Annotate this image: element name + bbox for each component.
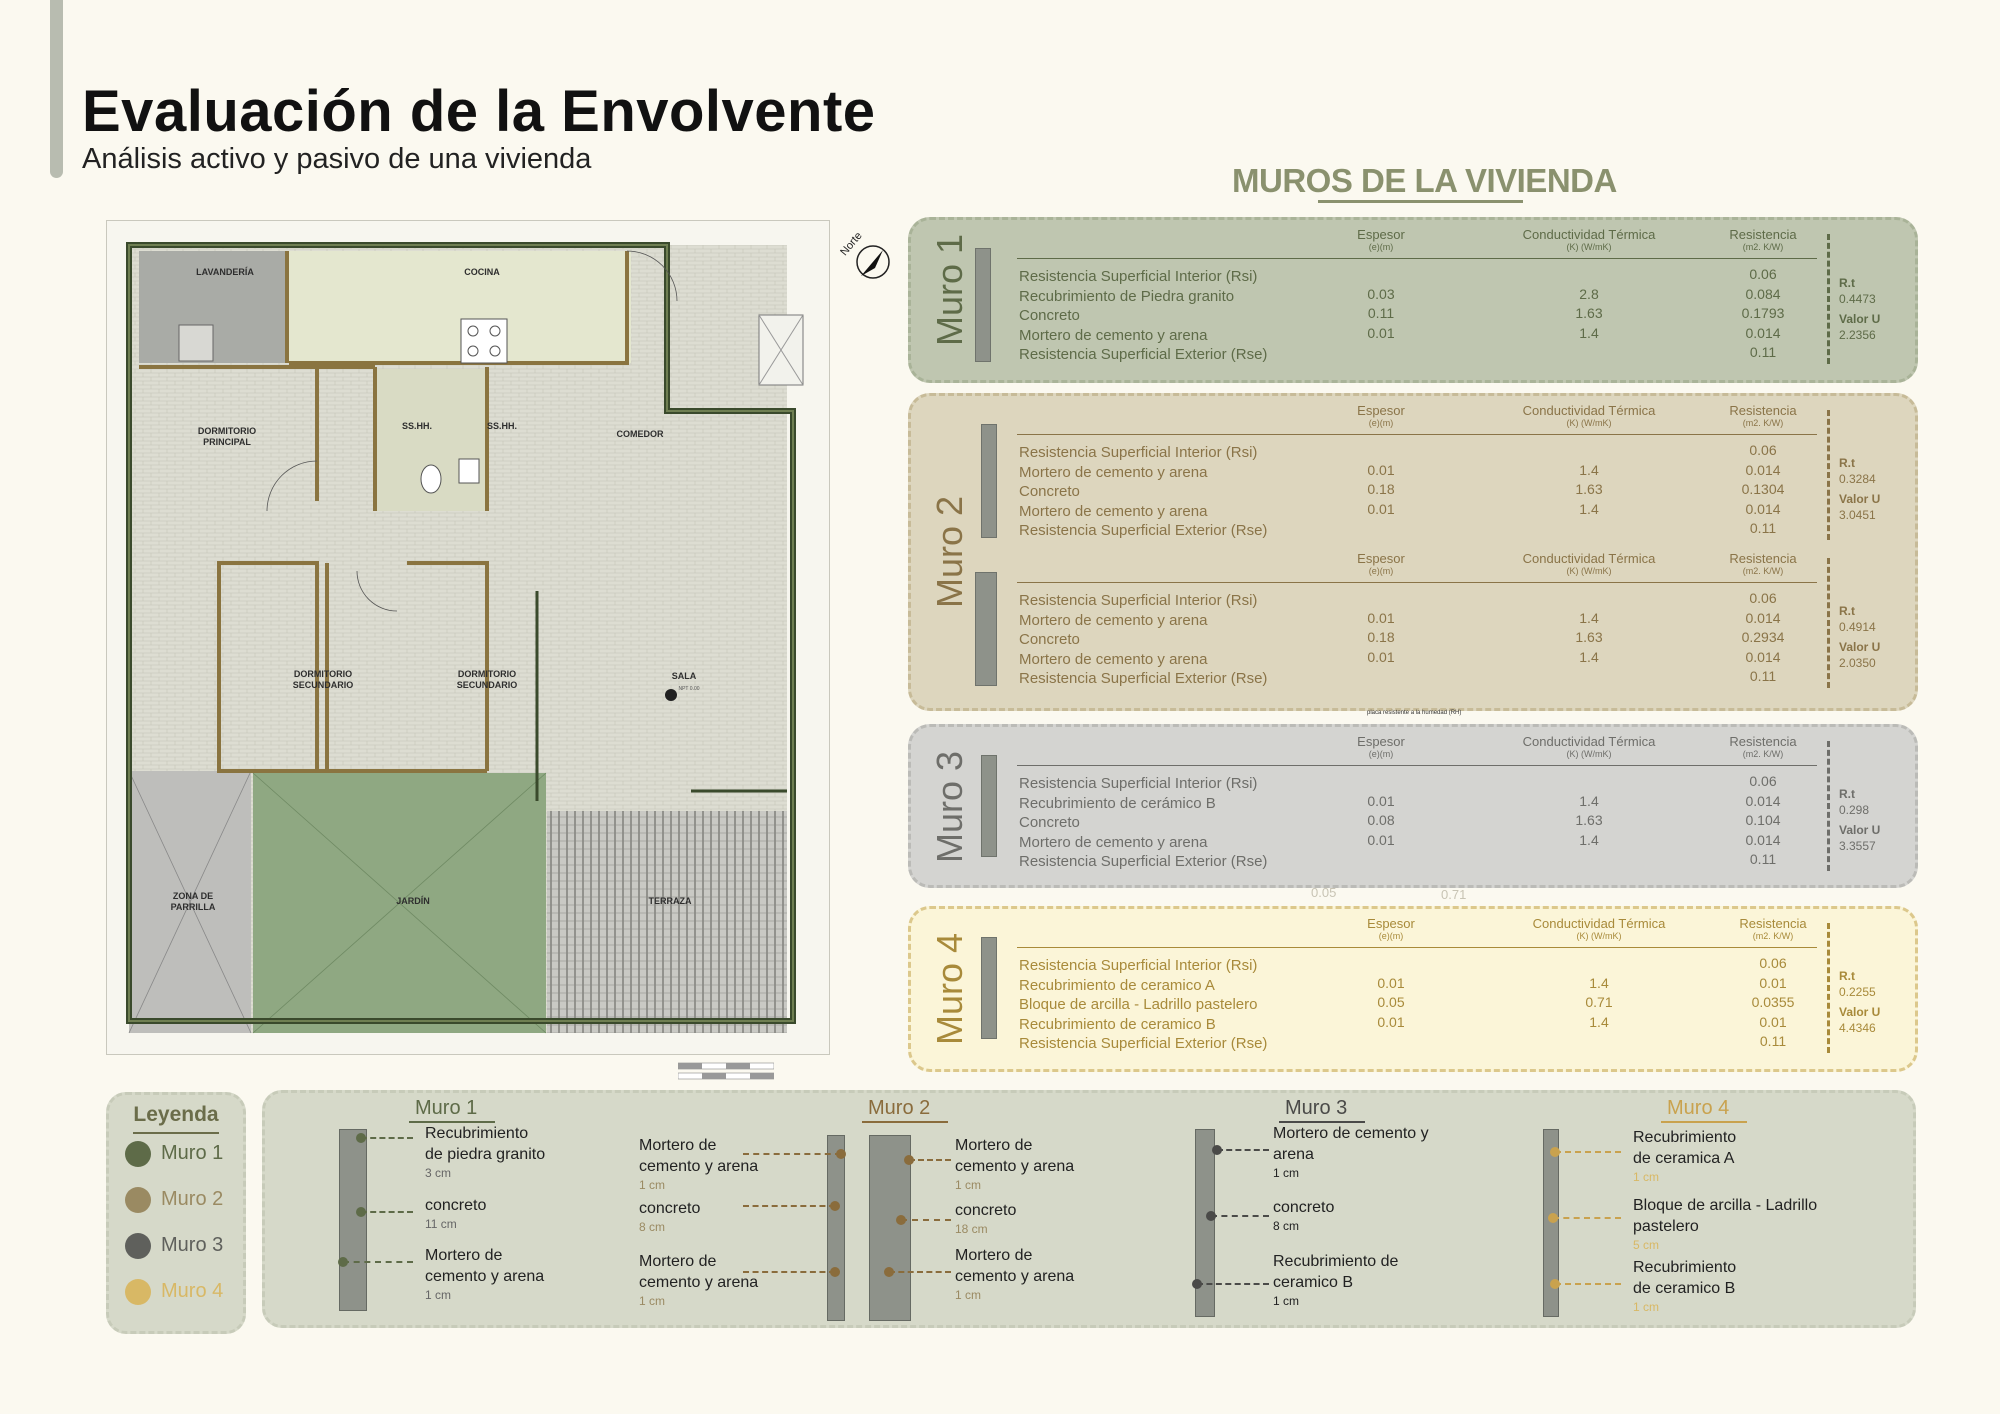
legend-swatch	[125, 1279, 151, 1305]
value-resistencia: 0.06	[1749, 266, 1777, 282]
detail-layer-thickness: 1 cm	[1273, 1166, 1300, 1180]
rt-divider	[1827, 410, 1833, 540]
legend-label: Muro 1	[161, 1142, 224, 1164]
value-conductividad: 1.63	[1575, 481, 1603, 497]
detail-layer-thickness: 1 cm	[955, 1288, 982, 1302]
legend-label: Muro 3	[161, 1234, 224, 1256]
value-conductividad: 1.4	[1589, 1013, 1609, 1030]
detail-layer-label: Mortero de cemento y arena	[425, 1247, 545, 1285]
north-arrow-icon	[835, 229, 895, 292]
value-espesor: 0.01	[1367, 792, 1395, 809]
detail-layer-label: Mortero de cemento y arena	[639, 1137, 759, 1175]
wall-card-title: Muro 1	[929, 233, 970, 346]
scale-bar	[678, 1061, 774, 1083]
rt-divider	[1827, 741, 1833, 871]
room-sshh-2: SS.HH.	[486, 421, 518, 431]
layer-label: Bloque de arcilla - Ladrillo pastelero	[1019, 996, 1258, 1013]
rt-value: 0.4914	[1839, 620, 1876, 634]
header-resistencia: Resistencia (m2. K/W)	[1739, 916, 1807, 941]
detail-leader-dot	[1550, 1147, 1560, 1157]
detail-layer-label: Mortero de cemento y arena	[955, 1247, 1075, 1285]
value-resistencia: 0.01	[1759, 974, 1787, 991]
room-sshh-1: SS.HH.	[401, 421, 433, 431]
detail-leader-dot	[830, 1201, 840, 1211]
detail-title-1: Muro 1	[415, 1097, 478, 1119]
value-espesor: 0.01	[1377, 974, 1405, 991]
detail-layer-label: Recubrimiento de ceramico B	[1273, 1253, 1399, 1291]
value-resistencia: 0.014	[1745, 461, 1781, 478]
value-conductividad: 2.8	[1579, 285, 1599, 302]
rt-label: R.t	[1839, 456, 1855, 470]
detail-layer-label: concreto	[1273, 1199, 1335, 1216]
detail-leader-dot	[836, 1149, 846, 1159]
detail-layer-thickness: 11 cm	[425, 1217, 457, 1231]
wall-details-panel	[262, 1090, 1916, 1328]
value-resistencia: 0.01	[1759, 1013, 1787, 1030]
detail-layer-thickness: 1 cm	[1633, 1300, 1660, 1314]
detail-layer-thickness: 1 cm	[425, 1288, 452, 1302]
layer-label: Resistencia Superficial Exterior (Rse)	[1019, 522, 1268, 539]
detail-layer-thickness: 1 cm	[639, 1294, 666, 1308]
header-conductividad: Conductividad Térmica (K) (W/mK)	[1522, 227, 1656, 252]
room-cocina: COCINA	[464, 267, 500, 277]
value-espesor: 0.01	[1367, 831, 1395, 848]
value-conductividad: 1.4	[1579, 831, 1599, 848]
value-resistencia: 0.014	[1745, 831, 1781, 848]
value-resistencia: 0.06	[1749, 773, 1777, 789]
value-resistencia: 0.014	[1745, 609, 1781, 626]
legend-panel	[106, 1092, 246, 1334]
north-label: Norte	[838, 229, 865, 259]
wall-card-1	[908, 217, 1918, 383]
detail-leader-dot	[1548, 1213, 1558, 1223]
header-conductividad: Conductividad Térmica (K) (W/mK)	[1522, 403, 1656, 428]
header-espesor: Espesor (e)(m)	[1357, 551, 1405, 576]
value-resistencia: 0.1793	[1741, 305, 1785, 321]
room-jardin: JARDÍN	[396, 896, 430, 906]
page-title: Evaluación de la Envolvente	[82, 79, 876, 144]
wall-card-title: Muro 3	[929, 750, 970, 863]
value-resistencia: 0.2934	[1741, 629, 1785, 645]
detail-leader-dot	[1212, 1145, 1222, 1155]
detail-leader-line	[743, 1271, 835, 1273]
detail-leader-dot	[896, 1215, 906, 1225]
detail-layer-label: Recubrimiento de ceramica A	[1633, 1129, 1737, 1167]
layer-label: Resistencia Superficial Interior (Rsi)	[1019, 268, 1258, 285]
value-espesor: 0.01	[1367, 324, 1395, 341]
value-espesor: 0.11	[1367, 305, 1395, 321]
u-value: 2.0350	[1839, 656, 1876, 670]
value-conductividad: 1.4	[1579, 792, 1599, 809]
layer-label: Resistencia Superficial Interior (Rsi)	[1019, 592, 1258, 609]
detail-leader-line	[743, 1205, 835, 1207]
rt-label: R.t	[1839, 276, 1855, 290]
wall-card-title: Muro 4	[929, 932, 970, 1045]
detail-title-underline	[1661, 1121, 1747, 1123]
header-espesor: Espesor (e)(m)	[1357, 227, 1405, 252]
detail-leader-line	[1555, 1283, 1621, 1285]
u-label: Valor U	[1839, 312, 1881, 326]
detail-layer-thickness: 3 cm	[425, 1166, 452, 1180]
value-resistencia: 0.084	[1745, 285, 1781, 302]
layer-label: Recubrimiento de ceramico B	[1019, 1015, 1216, 1033]
floor-plan-drawing	[107, 221, 829, 1054]
detail-layer-thickness: 8 cm	[1273, 1219, 1300, 1233]
header-conductividad: Conductividad Térmica (K) (W/mK)	[1522, 551, 1656, 576]
accent-bar	[50, 0, 63, 178]
header-espesor: Espesor (e)(m)	[1367, 916, 1415, 941]
layer-label: Mortero de cemento y arena	[1019, 833, 1208, 851]
detail-layer-label: Mortero de cemento y arena	[639, 1253, 759, 1291]
layer-label: Mortero de cemento y arena	[1019, 650, 1208, 668]
detail-leader-dot	[904, 1155, 914, 1165]
walls-section-title: MUROS DE LA VIVIENDA	[1232, 162, 1617, 199]
table-header-rule	[1017, 582, 1817, 583]
moisture-note: placa resistente a la humedad (RH)	[1367, 710, 1462, 716]
value-conductividad: 1.63	[1575, 305, 1603, 321]
value-conductividad: 1.4	[1579, 609, 1599, 626]
detail-layer-thickness: 8 cm	[639, 1220, 666, 1234]
level-marker: NPT 0.00	[678, 686, 700, 692]
layer-label: Resistencia Superficial Exterior (Rse)	[1019, 670, 1268, 687]
detail-leader-dot	[884, 1267, 894, 1277]
room-dormitorio-secundario-2: DORMITORIO SECUNDARIO	[456, 669, 518, 690]
value-resistencia: 0.06	[1749, 442, 1777, 458]
faded-value: 0.71	[1441, 887, 1467, 902]
detail-layer-label: Recubrimiento de piedra granito	[425, 1125, 546, 1163]
value-espesor: 0.03	[1367, 285, 1395, 302]
detail-wall-section	[827, 1135, 845, 1321]
layer-label: Resistencia Superficial Exterior (Rse)	[1019, 1035, 1268, 1052]
detail-leader-dot	[356, 1133, 366, 1143]
room-zona-parrilla: ZONA DE PARRILLA	[170, 891, 216, 912]
wall-card-4	[908, 906, 1918, 1072]
layer-label: Mortero de cemento y arena	[1019, 463, 1208, 481]
wall-section-strip	[981, 755, 997, 857]
rt-value: 0.2255	[1839, 985, 1876, 999]
value-resistencia: 0.11	[1749, 520, 1777, 536]
detail-wall-section	[339, 1129, 367, 1311]
header-espesor: Espesor (e)(m)	[1357, 734, 1405, 759]
value-conductividad: 0.71	[1585, 994, 1613, 1010]
header-resistencia: Resistencia (m2. K/W)	[1729, 227, 1797, 252]
value-resistencia: 0.06	[1759, 955, 1787, 971]
detail-layer-label: concreto	[639, 1200, 701, 1217]
detail-leader-line	[1197, 1283, 1269, 1285]
header-conductividad: Conductividad Térmica (K) (W/mK)	[1522, 734, 1656, 759]
rt-label: R.t	[1839, 969, 1855, 983]
rt-label: R.t	[1839, 604, 1855, 618]
floor-plan	[106, 220, 830, 1055]
detail-leader-dot	[338, 1257, 348, 1267]
layer-label: Recubrimiento de ceramico A	[1019, 976, 1215, 994]
value-espesor: 0.01	[1367, 648, 1395, 665]
value-conductividad: 1.63	[1575, 629, 1603, 645]
value-resistencia: 0.014	[1745, 792, 1781, 809]
u-value: 3.3557	[1839, 839, 1876, 853]
rt-value: 0.298	[1839, 803, 1870, 817]
layer-label: Resistencia Superficial Interior (Rsi)	[1019, 957, 1258, 974]
detail-leader-line	[889, 1271, 951, 1273]
legend-title-underline	[133, 1132, 219, 1134]
wall-card-3	[908, 724, 1918, 902]
wall-section-strip	[981, 937, 997, 1039]
room-dormitorio-secundario-1: DORMITORIO SECUNDARIO	[292, 669, 354, 690]
header-conductividad: Conductividad Térmica (K) (W/mK)	[1532, 916, 1666, 941]
table-header-rule	[1017, 258, 1817, 259]
u-value: 3.0451	[1839, 508, 1876, 522]
detail-leader-line	[901, 1219, 951, 1221]
value-resistencia: 0.11	[1759, 1033, 1787, 1049]
detail-leader-line	[909, 1159, 951, 1161]
legend-swatch	[125, 1141, 151, 1167]
value-resistencia: 0.104	[1745, 812, 1781, 828]
value-resistencia: 0.11	[1749, 668, 1777, 684]
u-label: Valor U	[1839, 640, 1881, 654]
layer-label: Recubrimiento de cerámico B	[1019, 794, 1216, 812]
detail-layer-thickness: 1 cm	[1273, 1294, 1300, 1308]
layer-label: Concreto	[1019, 483, 1080, 500]
walls-title-underline	[1318, 200, 1523, 203]
detail-layer-thickness: 5 cm	[1633, 1238, 1660, 1252]
value-espesor: 0.18	[1367, 481, 1395, 497]
wall-card-title: Muro 2	[929, 495, 970, 608]
detail-leader-line	[343, 1261, 413, 1263]
value-conductividad: 1.4	[1579, 500, 1599, 517]
wall-card-2	[908, 393, 1918, 716]
detail-leader-dot	[830, 1267, 840, 1277]
value-conductividad: 1.63	[1575, 812, 1603, 828]
detail-title-4: Muro 4	[1667, 1097, 1730, 1119]
u-label: Valor U	[1839, 823, 1881, 837]
rt-value: 0.3284	[1839, 472, 1876, 486]
detail-layer-thickness: 18 cm	[955, 1222, 988, 1236]
value-conductividad: 1.4	[1579, 648, 1599, 665]
header-espesor: Espesor (e)(m)	[1357, 403, 1405, 428]
layer-label: Concreto	[1019, 307, 1080, 324]
room-sala: SALA	[671, 671, 697, 681]
detail-leader-dot	[1206, 1211, 1216, 1221]
value-espesor: 0.05	[1377, 994, 1405, 1010]
detail-leader-line	[361, 1211, 413, 1213]
detail-leader-line	[361, 1137, 413, 1139]
detail-layer-label: concreto	[425, 1197, 487, 1214]
room-lavanderia: LAVANDERÍA	[196, 267, 254, 277]
detail-leader-line	[1217, 1149, 1269, 1151]
detail-leader-dot	[1192, 1279, 1202, 1289]
detail-layer-label: Recubrimiento de ceramico B	[1633, 1259, 1737, 1297]
detail-layer-label: Mortero de cemento y arena	[1273, 1125, 1429, 1163]
rt-divider	[1827, 558, 1833, 688]
value-conductividad: 1.4	[1579, 461, 1599, 478]
legend-label: Muro 4	[161, 1280, 224, 1302]
table-header-rule	[1017, 434, 1817, 435]
layer-label: Resistencia Superficial Interior (Rsi)	[1019, 775, 1258, 792]
detail-layer-label: concreto	[955, 1202, 1017, 1219]
detail-layer-thickness: 1 cm	[955, 1178, 982, 1192]
faded-value: 0.05	[1311, 885, 1337, 900]
value-resistencia: 0.06	[1749, 590, 1777, 606]
detail-layer-thickness: 1 cm	[639, 1178, 666, 1192]
layer-label: Resistencia Superficial Interior (Rsi)	[1019, 444, 1258, 461]
value-conductividad: 1.4	[1579, 324, 1599, 341]
header-resistencia: Resistencia (m2. K/W)	[1729, 403, 1797, 428]
value-espesor: 0.18	[1367, 629, 1395, 645]
value-resistencia: 0.11	[1749, 851, 1777, 867]
u-label: Valor U	[1839, 492, 1881, 506]
u-value: 2.2356	[1839, 328, 1876, 342]
legend-title: Leyenda	[133, 1103, 219, 1126]
u-label: Valor U	[1839, 1005, 1881, 1019]
detail-leader-dot	[1550, 1279, 1560, 1289]
u-value: 4.4346	[1839, 1021, 1876, 1035]
layer-label: Resistencia Superficial Exterior (Rse)	[1019, 853, 1268, 870]
legend-swatch	[125, 1233, 151, 1259]
table-header-rule	[1017, 947, 1817, 948]
detail-layer-label: Mortero de cemento y arena	[955, 1137, 1075, 1175]
value-resistencia: 0.014	[1745, 500, 1781, 517]
legend-swatch	[125, 1187, 151, 1213]
detail-leader-line	[743, 1153, 841, 1155]
value-resistencia: 0.1304	[1741, 481, 1785, 497]
rt-divider	[1827, 923, 1833, 1053]
layer-label: Mortero de cemento y arena	[1019, 611, 1208, 629]
wall-section-strip	[975, 248, 991, 362]
detail-leader-line	[1555, 1151, 1621, 1153]
value-resistencia: 0.0355	[1751, 994, 1795, 1010]
value-resistencia: 0.014	[1745, 324, 1781, 341]
detail-leader-dot	[356, 1207, 366, 1217]
layer-label: Mortero de cemento y arena	[1019, 502, 1208, 520]
layer-label: Mortero de cemento y arena	[1019, 326, 1208, 344]
rt-label: R.t	[1839, 787, 1855, 801]
table-header-rule	[1017, 765, 1817, 766]
page-subtitle: Análisis activo y pasivo de una vivienda	[82, 143, 592, 175]
rt-divider	[1827, 234, 1833, 364]
value-espesor: 0.01	[1367, 609, 1395, 626]
room-dormitorio-principal: DORMITORIO PRINCIPAL	[197, 426, 257, 447]
rt-value: 0.4473	[1839, 292, 1876, 306]
value-espesor: 0.01	[1367, 500, 1395, 517]
layer-label: Concreto	[1019, 631, 1080, 648]
value-resistencia: 0.11	[1749, 344, 1777, 360]
detail-title-2: Muro 2	[868, 1097, 931, 1119]
detail-layer-thickness: 1 cm	[1633, 1170, 1660, 1184]
detail-layer-label: Bloque de arcilla - Ladrillo pastelero	[1633, 1197, 1818, 1235]
value-espesor: 0.08	[1367, 812, 1395, 828]
header-resistencia: Resistencia (m2. K/W)	[1729, 551, 1797, 576]
detail-title-3: Muro 3	[1285, 1097, 1348, 1119]
legend-label: Muro 2	[161, 1188, 224, 1210]
layer-label: Recubrimiento de Piedra granito	[1019, 287, 1235, 305]
detail-wall-section	[1543, 1129, 1559, 1317]
value-conductividad: 1.4	[1589, 974, 1609, 991]
detail-title-underline	[862, 1121, 948, 1123]
value-espesor: 0.01	[1377, 1013, 1405, 1030]
detail-leader-line	[1211, 1215, 1269, 1217]
header-resistencia: Resistencia (m2. K/W)	[1729, 734, 1797, 759]
room-terraza: TERRAZA	[648, 896, 692, 906]
wall-section-strip	[975, 572, 997, 686]
room-comedor: COMEDOR	[616, 429, 664, 439]
value-espesor: 0.01	[1367, 461, 1395, 478]
layer-label: Resistencia Superficial Exterior (Rse)	[1019, 346, 1268, 363]
wall-section-strip	[981, 424, 997, 538]
layer-label: Concreto	[1019, 814, 1080, 831]
value-resistencia: 0.014	[1745, 648, 1781, 665]
detail-leader-line	[1553, 1217, 1621, 1219]
